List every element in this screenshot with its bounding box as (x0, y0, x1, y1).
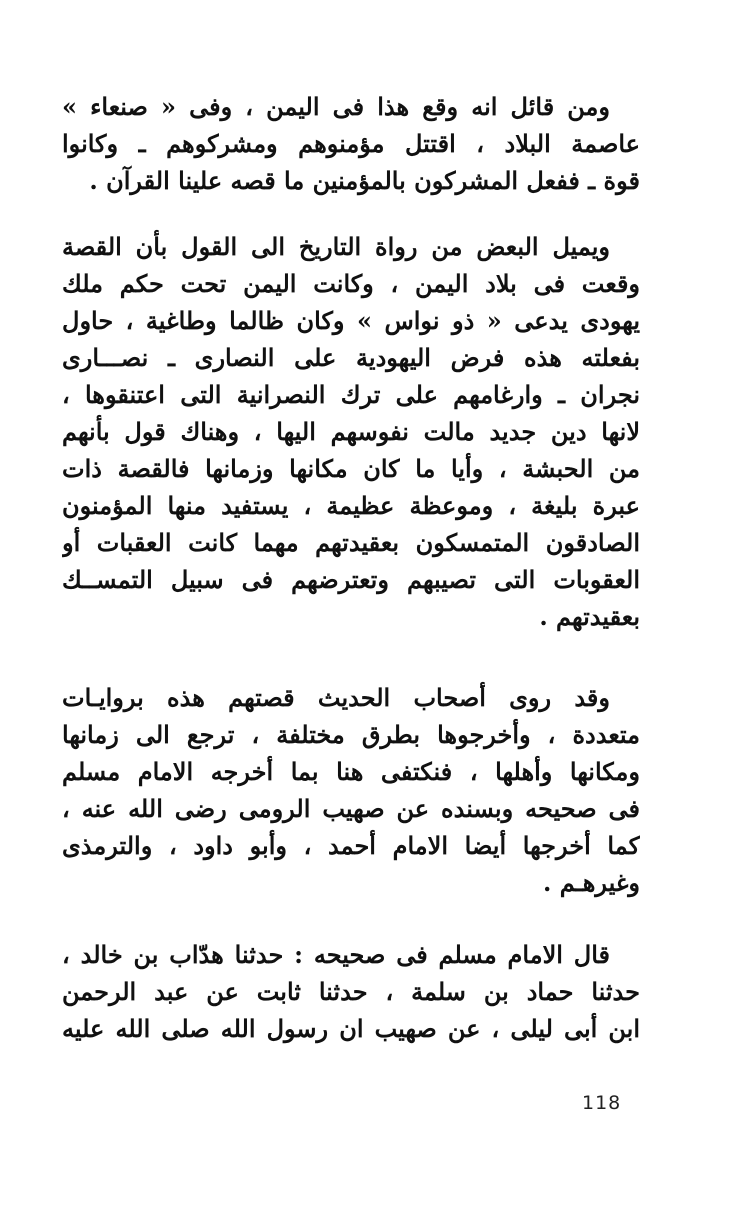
text-line: عاصمة البلاد ، اقتتل مؤمنوهم ومشركوهم ـ وكانوا (62, 129, 640, 158)
text-line: بعقيدتهم . (539, 602, 640, 631)
text-line: نجران ـ وارغامهم على ترك النصرانية التى اعتنقوها ، (62, 380, 640, 409)
text-line: وقد روى أصحاب الحديث قصتهم هذه بروايـات (62, 683, 610, 712)
paragraph-2 (62, 228, 640, 635)
text-line: لانها دين جديد مالت نفوسهم اليها ، وهناك قول بأنهم (62, 417, 640, 446)
text-line: قال الامام مسلم فى صحيحه : حدثنا هدّاب بن خالد ، (62, 940, 610, 969)
paragraph-1 (62, 88, 640, 199)
text-line: كما أخرجها أيضا الامام أحمد ، وأبو داود ، والترمذى (62, 831, 640, 860)
text-line: ويميل البعض من رواة التاريخ الى القول بأن القصة (62, 232, 610, 261)
text-line: قوة ـ ففعل المشركون بالمؤمنين ما قصه علينا القرآن . (89, 166, 640, 195)
page-number: 118 (582, 1092, 622, 1114)
text-line: فى صحيحه وبسنده عن صهيب الرومى رضى الله عنه ، (62, 794, 640, 823)
text-line: عبرة بليغة ، وموعظة عظيمة ، يستفيد منها المؤمنون (62, 491, 640, 520)
text-line: ومكانها وأهلها ، فنكتفى هنا بما أخرجه الامام مسلم (62, 757, 640, 786)
text-line: العقوبات التى تصيبهم وتعترضهم فى سبيل التمســك (62, 565, 640, 594)
text-line: من الحبشة ، وأيا ما كان مكانها وزمانها فالقصة ذات (62, 454, 640, 483)
text-line: ابن أبى ليلى ، عن صهيب ان رسول الله صلى الله عليه (62, 1014, 640, 1043)
text-line: ومن قائل انه وقع هذا فى اليمن ، وفى « صنعاء » (62, 92, 610, 121)
text-line: حدثنا حماد بن سلمة ، حدثنا ثابت عن عبد الرحمن (62, 977, 640, 1006)
paragraph-3 (62, 679, 640, 901)
text-line: بفعلته هذه فرض اليهودية على النصارى ـ نصـــارى (62, 343, 640, 372)
text-line: متعددة ، وأخرجوها بطرق مختلفة ، ترجع الى زمانها (62, 720, 640, 749)
text-line: يهودى يدعى « ذو نواس » وكان ظالما وطاغية ، حاول (62, 306, 640, 335)
text-line: وغيرهـم . (543, 868, 640, 897)
text-line: الصادقون المتمسكون بعقيدتهم مهما كانت العقبات أو (62, 528, 640, 557)
text-line: وقعت فى بلاد اليمن ، وكانت اليمن تحت حكم ملك (62, 269, 640, 298)
paragraph-4 (62, 936, 640, 1047)
